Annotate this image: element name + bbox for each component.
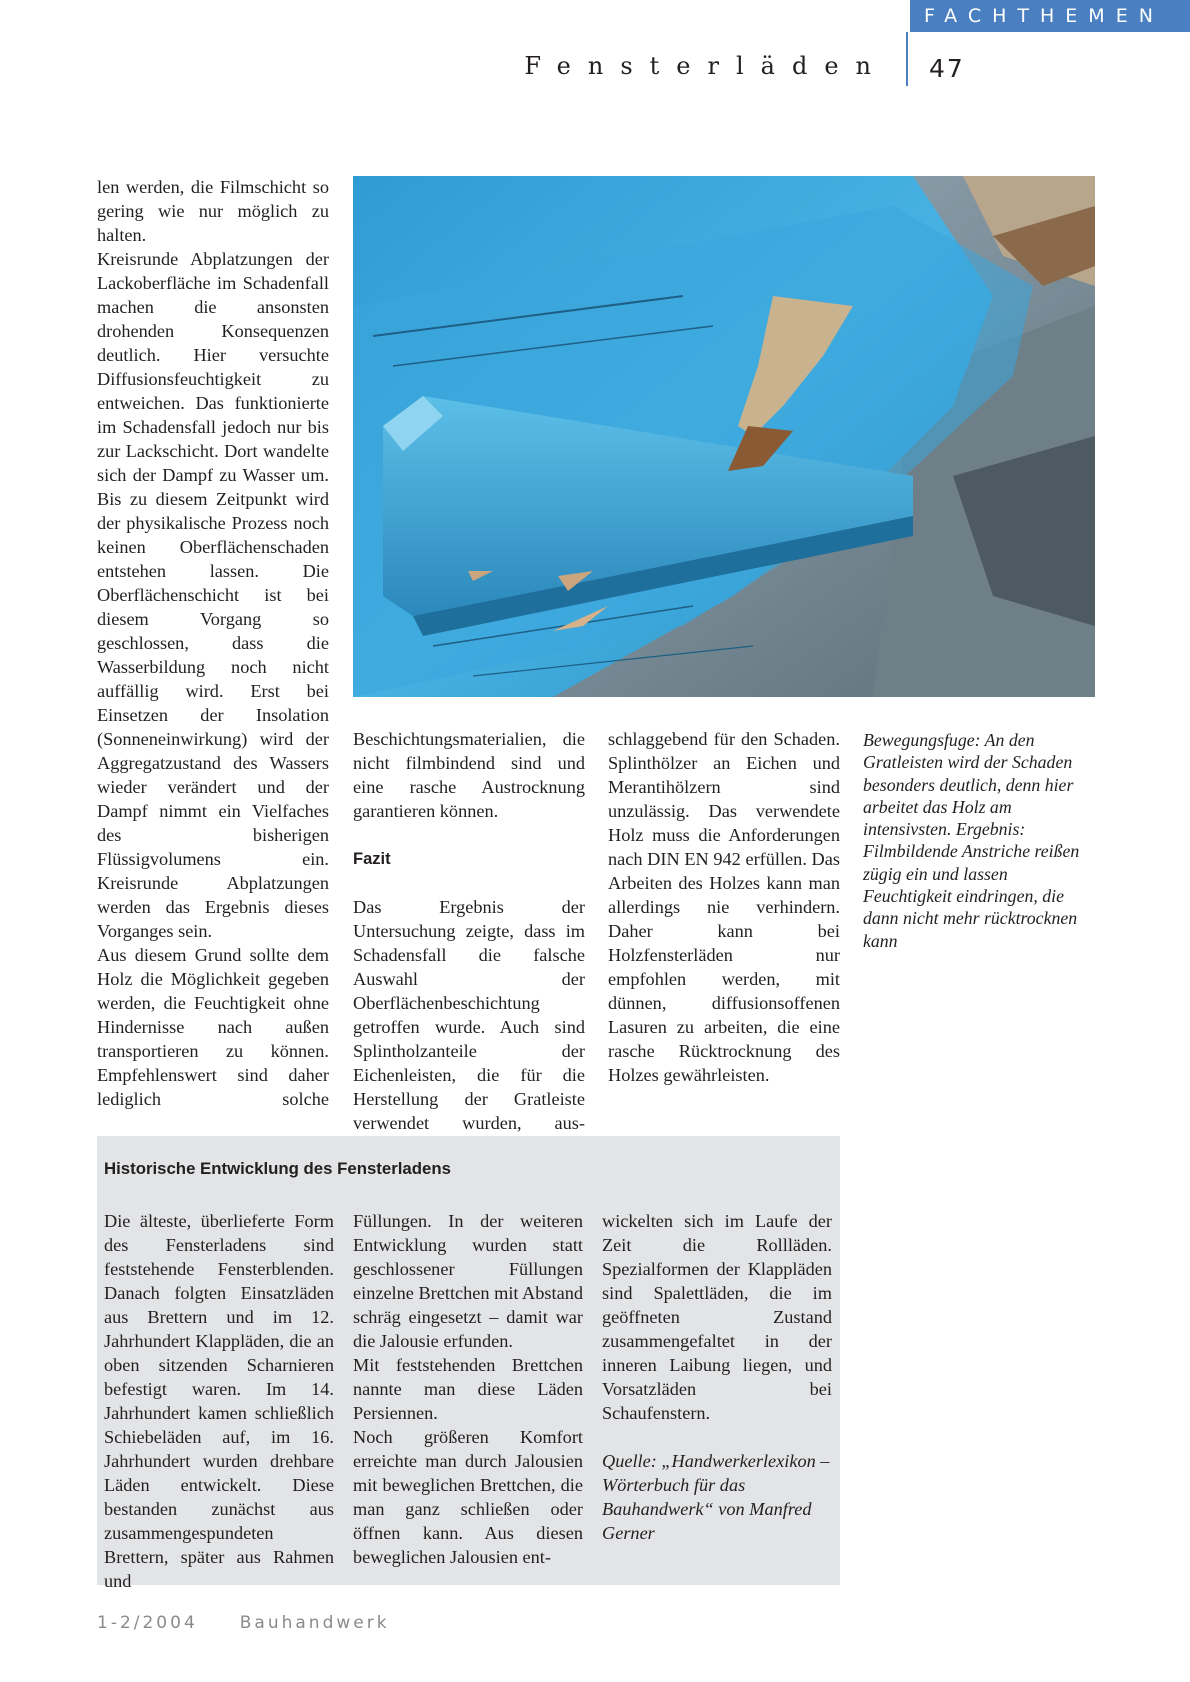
infobox-column-3	[602, 1209, 832, 1545]
infobox-column-2	[353, 1209, 583, 1569]
paragraph: wickelten sich im Laufe der Zeit die Rollläden. Spezialformen der Klappläden sind Spalettläden, die im geöffneten Zustand zusammengefaltet in der inneren Laibung liegen, und Vorsatzläden bei Schaufenstern.	[602, 1211, 832, 1423]
damaged-shutter-photo	[353, 176, 1095, 697]
history-infobox	[97, 1136, 840, 1591]
infobox-title: Historische Entwicklung des Fensterladens	[104, 1159, 451, 1178]
article-column-2	[353, 727, 585, 1135]
magazine-name: Bauhandwerk	[239, 1613, 390, 1633]
paragraph: schlaggebend für den Schaden. Splinthölzer an Eichen und Merantihölzern sind unzulässig. Das verwendete Holz muss die Anforderungen nach DIN EN 942 erfüllen. Das Arbeiten des Holzes kann man allerdings nie verhindern. Daher kann bei Holzfensterläden nur empfohlen werden, mit dünnen, diffusionsoffenen Lasuren zu arbeiten, die eine rasche Rücktrocknung des Holzes gewährleisten.	[608, 729, 840, 1085]
source-citation: Quelle: „Handwerkerlexikon – Wörterbuch für das Bauhandwerk“ von Manfred Gerner	[602, 1451, 830, 1543]
paragraph: Das Ergebnis der Untersuchung zeigte, dass im Schadensfall die falsche Auswahl der Oberflächenbeschichtung getroffen wurde. Auch sind Splintholzanteile der Eichenleisten, die für die Herstellung der Gratleiste verwendet wurden, aus-	[353, 897, 585, 1133]
infobox-column-1	[104, 1209, 334, 1593]
article-column-1	[97, 175, 329, 1111]
issue-number: 1-2/2004	[97, 1613, 198, 1633]
article-column-3	[608, 727, 840, 1087]
header-divider	[906, 32, 908, 86]
paragraph: len werden, die Filmschicht so gering wie nur möglich zu halten.	[97, 177, 329, 245]
paragraph: Noch größeren Komfort erreichte man durch Jalousien mit beweglichen Brettchen, die man ganz schließen oder öffnen kann. Aus diesen beweglichen Jalousien ent-	[353, 1427, 583, 1567]
page-footer	[97, 1613, 390, 1633]
paragraph: Mit feststehenden Brettchen nannte man diese Läden Persiennen.	[353, 1355, 583, 1423]
section-title: Fensterläden	[524, 52, 888, 80]
photo-caption: Bewegungsfuge: An den Gratleisten wird der Schaden besonders deutlich, denn hier arbeitet das Holz am intensivsten. Ergebnis: Filmbildende Anstriche reißen zügig ein und lassen Feuchtigkeit eindringen, die dann nicht mehr rücktrocknen kann	[863, 730, 1080, 951]
page-number: 47	[929, 54, 965, 83]
paragraph: Aus diesem Grund sollte dem Holz die Möglichkeit gegeben werden, die Feuchtigkeit ohne Hindernisse nach außen transportieren zu können. Empfehlenswert sind daher lediglich solche	[97, 945, 329, 1109]
paragraph: Füllungen. In der weiteren Entwicklung wurden statt geschlossener Füllungen einzelne Brettchen mit Abstand schräg eingesetzt – damit war die Jalousie erfunden.	[353, 1211, 583, 1351]
category-tag: FACHTHEMEN	[910, 0, 1190, 32]
paragraph: Kreisrunde Abplatzungen der Lackoberfläche im Schadenfall machen die ansonsten drohenden Konsequenzen deutlich. Hier versuchte Diffusionsfeuchtigkeit zu entweichen. Das funktionierte im Schadensfall jedoch nur bis zur Lackschicht. Dort wandelte sich der Dampf zu Wasser um. Bis zu diesem Zeitpunkt wird der physikalische Prozess noch keinen Oberflächenschaden entstehen lassen. Die Oberflächenschicht ist bei diesem Vorgang so geschlossen, dass die Wasserbildung noch nicht auffällig wird. Erst bei Einsetzen der Insolation (Sonneneinwirkung) wird der Aggregatzustand des Wassers wieder verändert und der Dampf nimmt ein Vielfaches des bisherigen Flüssigvolumens ein. Kreisrunde Abplatzungen werden das Ergebnis dieses Vorganges sein.	[97, 249, 329, 941]
paragraph: Die älteste, überlieferte Form des Fensterladens sind feststehende Fensterblenden. Danach folgten Einsatzläden aus Brettern und im 12. Jahrhundert Klappläden, die an oben sitzenden Scharnieren befestigt waren. Im 14. Jahrhundert kamen schließlich Schiebeläden auf, im 16. Jahrhundert wurden drehbare Läden entwickelt. Diese bestanden zunächst aus zusammengespundeten Brettern, später aus Rahmen und	[104, 1211, 334, 1591]
paragraph: Beschichtungsmaterialien, die nicht filmbindend sind und eine rasche Austrocknung garantieren können.	[353, 729, 585, 821]
fazit-heading: Fazit	[353, 850, 391, 868]
